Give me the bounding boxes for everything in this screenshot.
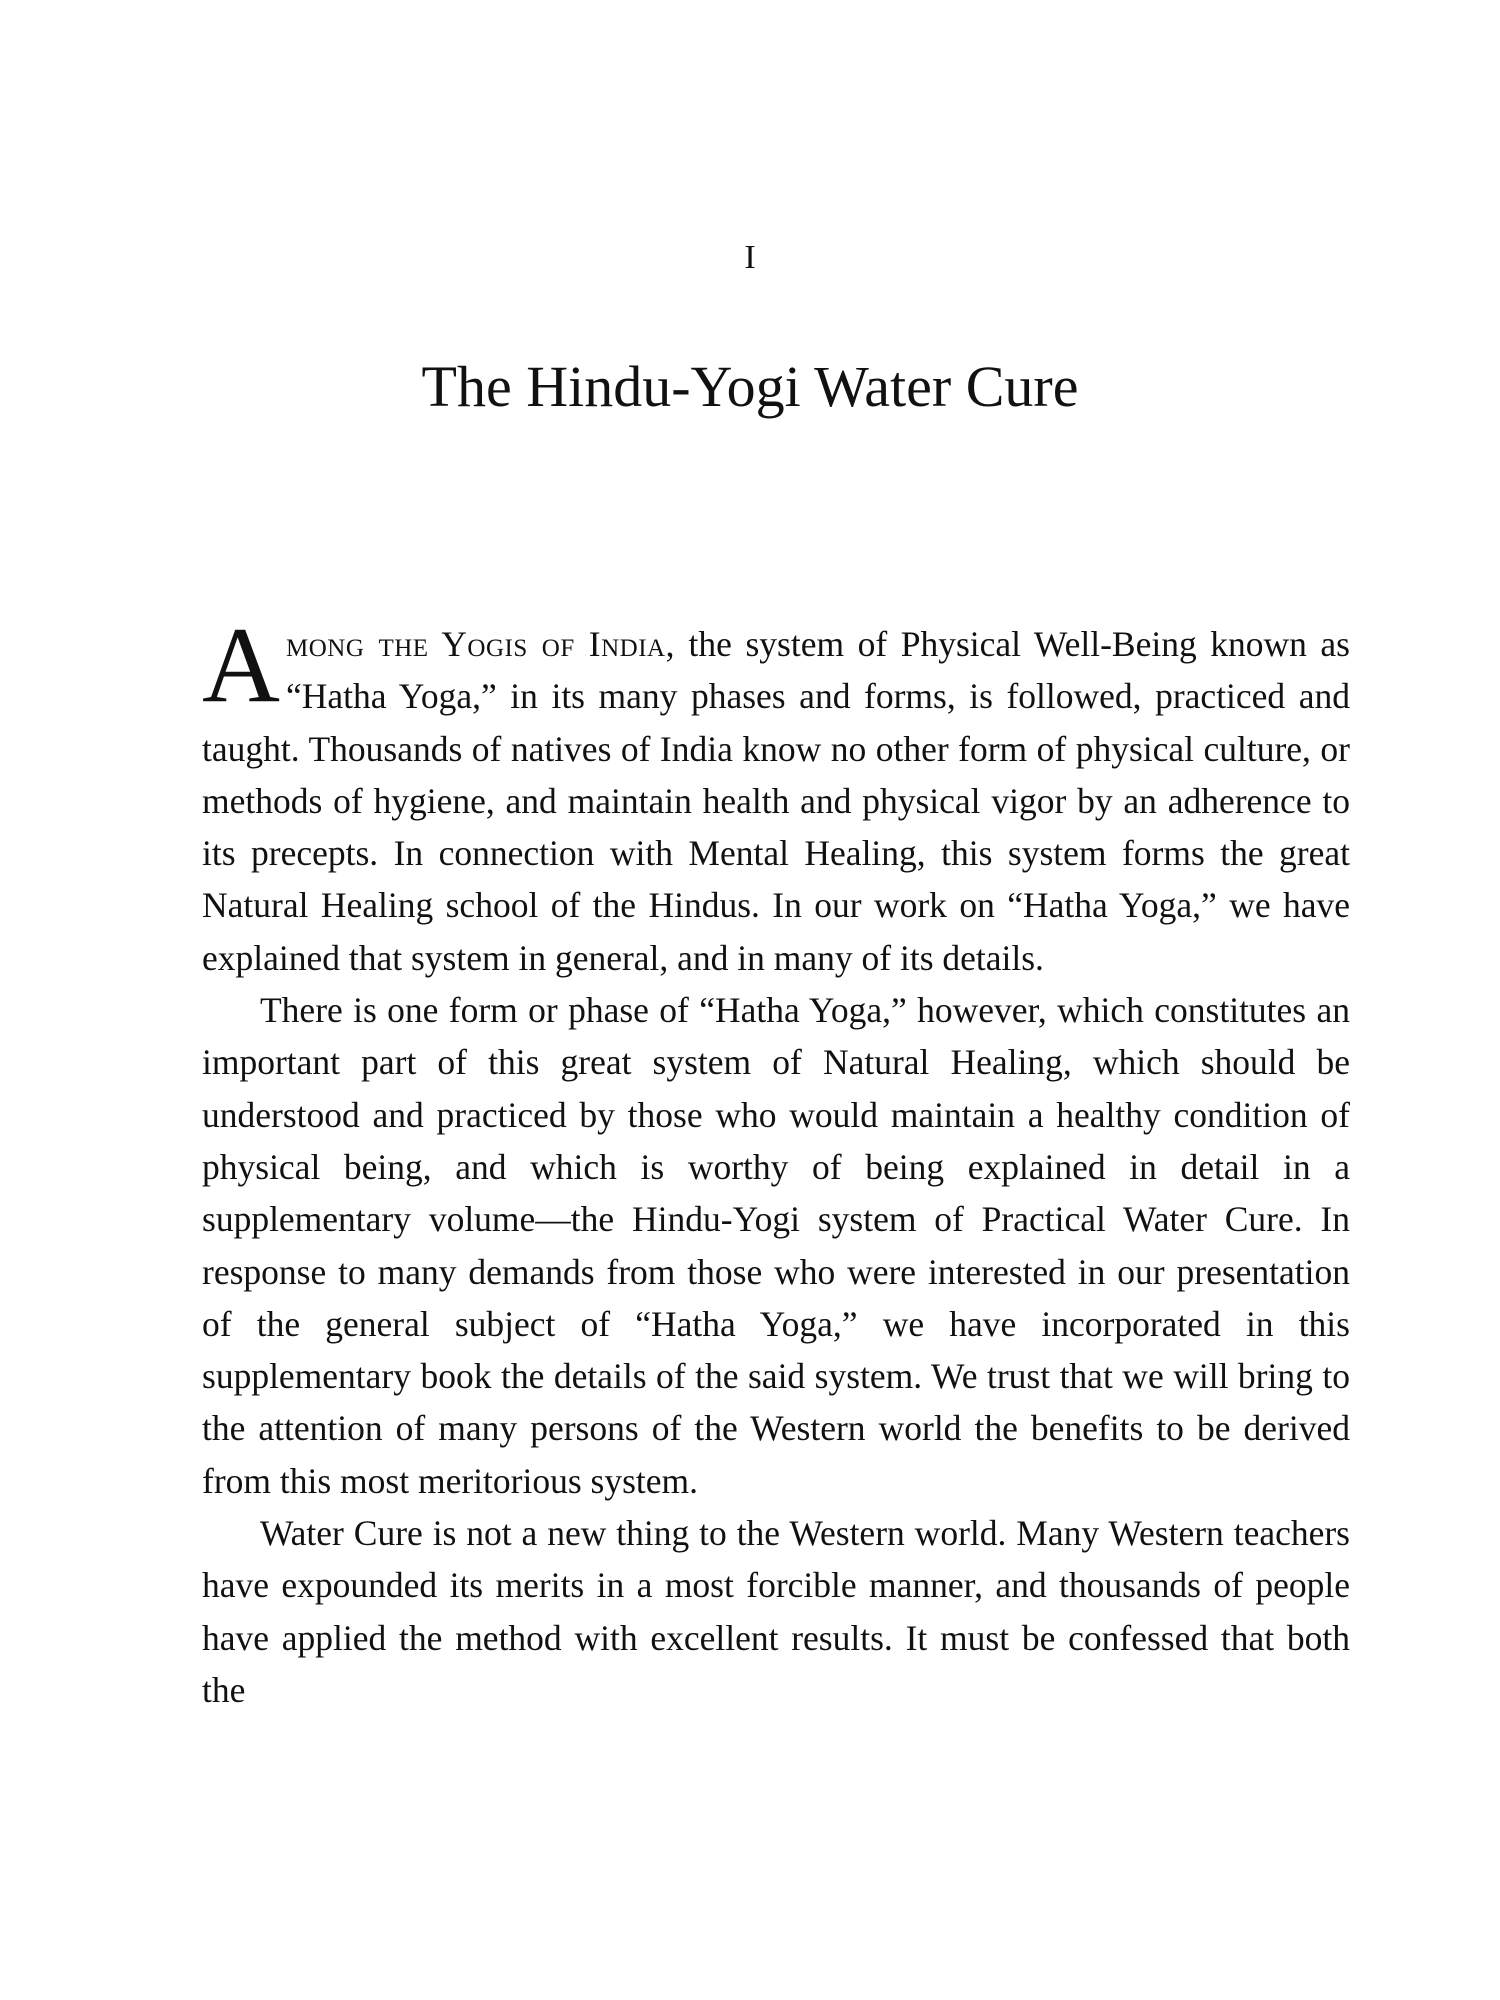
drop-cap: A [202, 606, 280, 725]
paragraph-1 [202, 606, 1350, 984]
paragraph-3: Water Cure is not a new thing to the Western world. Many Western teachers have expounded its merits in a most forcible manner, and thousands of people have applied the method with excellent results. It must be confessed that both the [202, 1513, 1350, 1710]
chapter-number: I [744, 239, 756, 276]
paragraph-1-text: the system of Physical Well-Being known as “Hatha Yoga,” in its many phases and forms, is followed, practiced and taught. Thousands of natives of India know no other form of physical culture, or methods of hygiene, and maintain health and physical vigor by an adherence to its precepts. In connection with Mental Healing, this system forms the great Natural Healing school of the Hindus. In our work on “Hatha Yoga,” we have explained that system in general, and in many of its details. [202, 624, 1350, 978]
chapter-title: The Hindu-Yogi Water Cure [421, 354, 1079, 419]
lead-in-small-caps: mong the Yogis of India, [286, 624, 675, 664]
chapter-body [202, 606, 1350, 1716]
paragraph-2: There is one form or phase of “Hatha Yoga,” however, which constitutes an important part of this great system of Natural Healing, which should be understood and practiced by those who would maintain a healthy condition of physical being, and which is worthy of being explained in detail in a supplementary volume—the Hindu-Yogi system of Practical Water Cure. In response to many demands from those who were interested in our presentation of the general subject of “Hatha Yoga,” we have incorporated in this supplementary book the details of the said system. We trust that we will bring to the attention of many persons of the Western world the benefits to be derived from this most meritorious system. [202, 990, 1350, 1501]
